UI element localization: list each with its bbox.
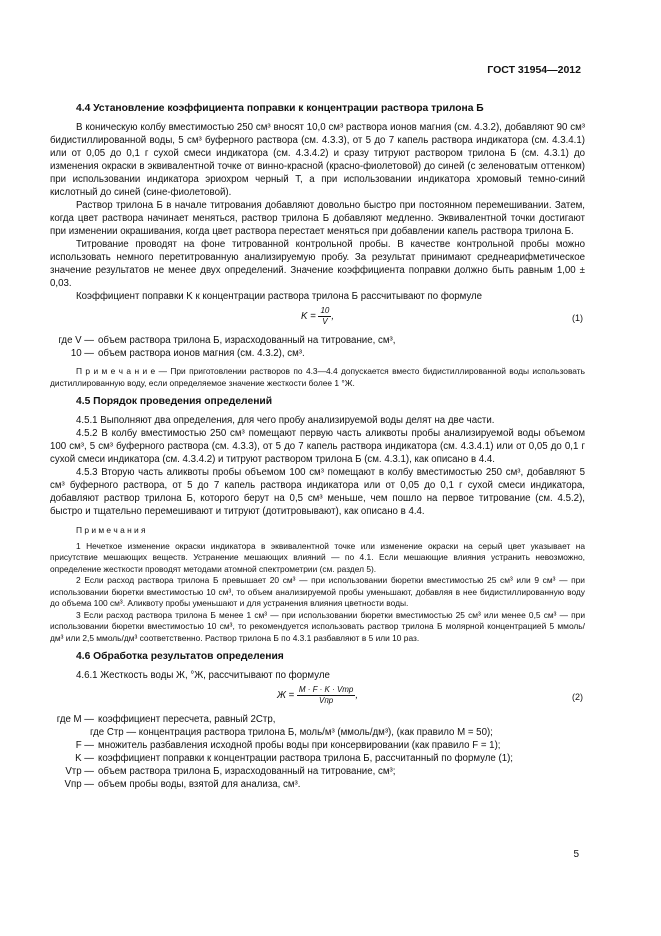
where-list xyxy=(50,334,585,360)
paragraph: В коническую колбу вместимостью 250 см³ вносят 10,0 см³ раствора ионов магния (см. 4.3.2), добавляют 90 см³ бидистиллированной воды, 5 см³ буферного раствора (см. 4.3.3), от 5 до 7 капель раствора индикатора (см. 4.3.4.1) или от 0,05 до 0,1 г сухой смеси индикатора (см. 4.3.4.2) и сразу титруют раствором трилона Б (см. 4.3.1) до изменения окраски в эквивалентной точке от винно-красной (красно-фиолетовой) до синей (с зеленоватым оттенком) при использовании индикатора эриохром черный Т, а при использовании индикатора хромовый темно-синий кислотный до синей (сине-фиолетовой). xyxy=(50,122,585,198)
standard-number: ГОСТ 31954—2012 xyxy=(487,64,581,76)
where-item xyxy=(50,739,585,752)
where-text: коэффициент поправки к концентрации раствора трилона Б, рассчитанный по формуле (1); xyxy=(98,753,513,764)
note-item: 3 Если расход раствора трилона Б менее 1 см³ — при использовании бюретки вместимостью 25 см³ или менее 0,5 см³ — при использовании бюретки вместимостью 10 см³, то рекомендуется использовать раствор трилона Б молярной концентрацией 5 ммоль/дм³ или 2,5 ммоль/дм³ соответственно. Раствор трилона Б по 4.3.1 разбавляют в 5 или 10 раз. xyxy=(50,609,585,643)
notes-label: П р и м е ч а н и я xyxy=(76,525,146,535)
paragraph: 4.6.1 Жесткость воды Ж, °Ж, рассчитывают по формуле xyxy=(76,670,330,681)
paragraph: 4.5.2 В колбу вместимостью 250 см³ помещают первую часть аликвоты пробы анализируемой воды объемом 100 см³, 5 см³ буферного раствора (см. 4.3.3), от 5 до 7 капель раствора индикатора (см. 4.3.4.1) или от 0,05 до 0,1 г сухой смеси индикатора (см. 4.3.4.2) и титруют раствором трилона Б (см. 4.3.1), как описано в 4.4. xyxy=(50,428,585,465)
formula-tail: , xyxy=(331,311,335,323)
formula-denominator: V xyxy=(322,317,328,326)
where-text: коэффициент пересчета, равный 2Cтр, xyxy=(98,714,276,725)
where-item xyxy=(50,334,585,347)
formula-denominator: Vпр xyxy=(319,696,334,705)
note-text: — При приготовлении растворов по 4.3—4.4 допускается вместо бидистиллированной воды использовать дистиллированную воду, если определяемое значение жесткости более 1 °Ж. xyxy=(50,366,585,388)
paragraph: 4.5.1 Выполняют два определения, для чего пробу анализируемой воды делят на две части. xyxy=(76,415,495,426)
where-symbol: где M — xyxy=(56,714,94,725)
where-text: объем раствора трилона Б, израсходованный на титрование, см³, xyxy=(98,335,396,346)
paragraph: Коэффициент поправки K к концентрации раствора трилона Б рассчитывают по формуле xyxy=(76,291,483,302)
where-symbol: K — xyxy=(75,753,94,764)
where-text: где Cтр — концентрация раствора трилона Б, моль/м³ (ммоль/дм³), (как правило M = 50); xyxy=(90,727,493,738)
section-4-6-title: 4.6 Обработка результатов определения xyxy=(76,651,284,662)
where-symbol: F — xyxy=(75,740,94,751)
formula-2 xyxy=(50,685,585,711)
where-item xyxy=(50,347,585,360)
where-text: объем раствора трилона Б, израсходованный на титрование, см³; xyxy=(98,766,396,777)
where-symbol: где V — xyxy=(58,335,94,346)
section-4-4-title: 4.4 Установление коэффициента поправки к концентрации раствора трилона Б xyxy=(76,103,484,114)
where-text: объем пробы воды, взятой для анализа, см³. xyxy=(98,779,301,790)
where-item xyxy=(50,752,585,765)
where-list xyxy=(50,713,585,791)
formula-tail: , xyxy=(355,690,359,702)
where-symbol: Vпр — xyxy=(64,779,94,790)
note-item: 2 Если расход раствора трилона Б превышает 20 см³ — при использовании бюретки вместимостью 25 см³ или 9 см³ — при использовании бюретки вместимостью 10 см³, то объем анализируемой пробы уменьшают, добавляя в нее бидистиллированную воду до объема 100 см³. Аликвоту пробы уменьшают и для устранения влияния цветности воды. xyxy=(50,575,585,608)
note-label: П р и м е ч а н и е xyxy=(76,366,156,376)
where-item xyxy=(50,713,585,726)
where-text: множитель разбавления исходной пробы воды при консервировании (как правило F = 1); xyxy=(98,740,501,751)
formula-number: (1) xyxy=(572,313,583,323)
note xyxy=(50,366,585,389)
formula-lhs: K = xyxy=(300,311,316,322)
where-item xyxy=(50,778,585,791)
where-text: объем раствора ионов магния (см. 4.3.2), см³. xyxy=(98,348,305,359)
section-4-5-title: 4.5 Порядок проведения определений xyxy=(76,396,273,407)
formula-1 xyxy=(50,306,585,332)
where-item xyxy=(50,765,585,778)
page-number: 5 xyxy=(573,849,579,860)
formula-fraction xyxy=(297,685,355,706)
where-symbol: 10 — xyxy=(70,348,94,359)
paragraph: Раствор трилона Б в начале титрования добавляют довольно быстро при постоянном перемешивании. Затем, когда цвет раствора начинает меняться, раствор трилона Б добавляют медленно. Эквивалентной точки достигают при изменении окрашивания, когда цвет раствора перестает меняться при добавлении капель раствора трилона Б. xyxy=(50,200,585,237)
where-item xyxy=(50,726,585,739)
page-content xyxy=(50,96,585,793)
note-item: 1 Нечеткое изменение окраски индикатора в эквивалентной точке или изменение окраски на серый цвет указывает на присутствие мешающих веществ. Устранение мешающих влияний — по 4.1. Если мешающие влияния устранить невозможно, определение жесткости проводят методами атомной спектрометрии (см. раздел 5). xyxy=(50,540,585,574)
formula-lhs: Ж = xyxy=(276,690,295,701)
formula-fraction xyxy=(318,306,331,327)
where-symbol: Vтр — xyxy=(65,766,94,777)
formula-number: (2) xyxy=(572,692,583,702)
paragraph: 4.5.3 Вторую часть аликвоты пробы объемом 100 см³ помещают в колбу вместимостью 250 см³, добавляют 5 см³ буферного раствора, от 5 до 7 капель раствора индикатора или от 0,05 до 0,1 г сухой смеси индикатора, добавляют раствор трилона Б, которого берут на 0,5 см³ меньше, чем пошло на первое титрование (см. 4.5.2), быстро и тщательно перемешивают и титруют (дотитровывают), как описано в 4.4. xyxy=(50,467,585,517)
formula-numerator: M · F · K · Vтр xyxy=(298,685,354,694)
formula-numerator: 10 xyxy=(320,306,330,315)
paragraph: Титрование проводят на фоне титрованной контрольной пробы. В качестве контрольной пробы можно использовать немного перетитрованную анализируемую пробу. За результат принимают среднеарифметическое значение результатов не менее двух определений. Значение коэффициента поправки должно быть равным 1,00 ± 0,03. xyxy=(50,239,585,289)
